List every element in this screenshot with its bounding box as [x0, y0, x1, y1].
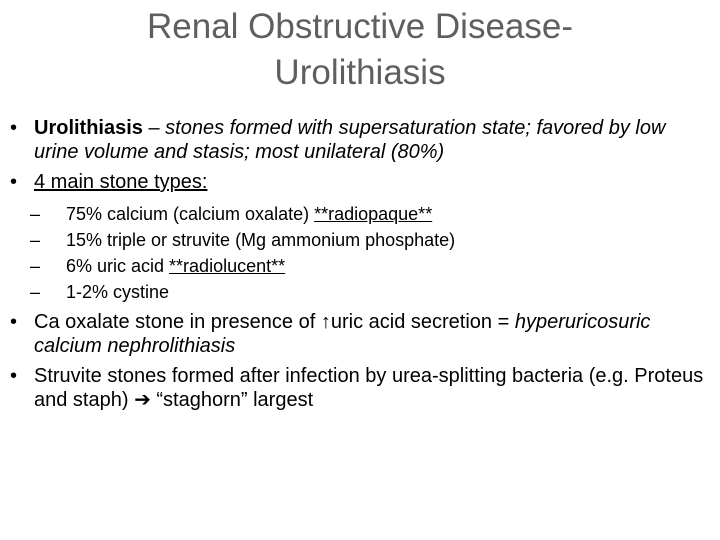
stone-type-item	[10, 203, 710, 225]
dash-marker: –	[30, 256, 41, 276]
radiolucent-note: **radiolucent**	[169, 256, 286, 276]
struvite-text: Struvite stones formed after infection by urea-splitting bacteria (e.g. Proteus and staph)	[34, 365, 704, 411]
stone-type-text: 15% triple or struvite (Mg ammonium phosphate)	[66, 230, 456, 250]
bullet-struvite	[10, 364, 710, 412]
right-arrow-icon: ➔	[134, 389, 151, 411]
stone-types-list	[10, 203, 710, 303]
radiopaque-note: **radiopaque**	[314, 204, 433, 224]
bullet-dot: •	[10, 365, 18, 387]
stone-type-item	[10, 229, 710, 251]
bullet-dot: •	[10, 311, 18, 333]
stone-type-text: 75% calcium (calcium oxalate)	[66, 204, 315, 224]
dash-marker: –	[30, 204, 41, 224]
bullet-dot: •	[10, 117, 18, 139]
title-line-1: Renal Obstructive Disease-	[147, 7, 573, 46]
staghorn-text: “staghorn” largest	[150, 389, 314, 411]
bullet-urolithiasis	[10, 116, 710, 164]
bullet-dot: •	[10, 171, 18, 193]
dash-marker: –	[30, 230, 41, 250]
term-urolithiasis: Urolithiasis	[34, 117, 143, 139]
hyperuricosuric-term: hyperuricosuric calcium nephrolithiasis	[34, 311, 651, 357]
stone-type-item	[10, 255, 710, 277]
bullet-stone-types	[10, 170, 710, 194]
bullet-list	[10, 116, 710, 418]
urolithiasis-definition: – stones formed with supersaturation state; favored by low urine volume and stasis; most unilateral (80%)	[34, 117, 666, 163]
bullet-calcium-oxalate	[10, 310, 710, 358]
calcium-oxalate-text: Ca oxalate stone in presence of ↑uric acid secretion =	[34, 311, 515, 333]
stone-types-heading: 4 main stone types:	[34, 171, 208, 193]
dash-marker: –	[30, 282, 41, 302]
slide-title	[0, 4, 720, 96]
stone-type-item	[10, 281, 710, 303]
stone-type-text: 1-2% cystine	[66, 282, 170, 302]
stone-type-text: 6% uric acid	[66, 256, 170, 276]
title-line-2: Urolithiasis	[274, 53, 446, 92]
